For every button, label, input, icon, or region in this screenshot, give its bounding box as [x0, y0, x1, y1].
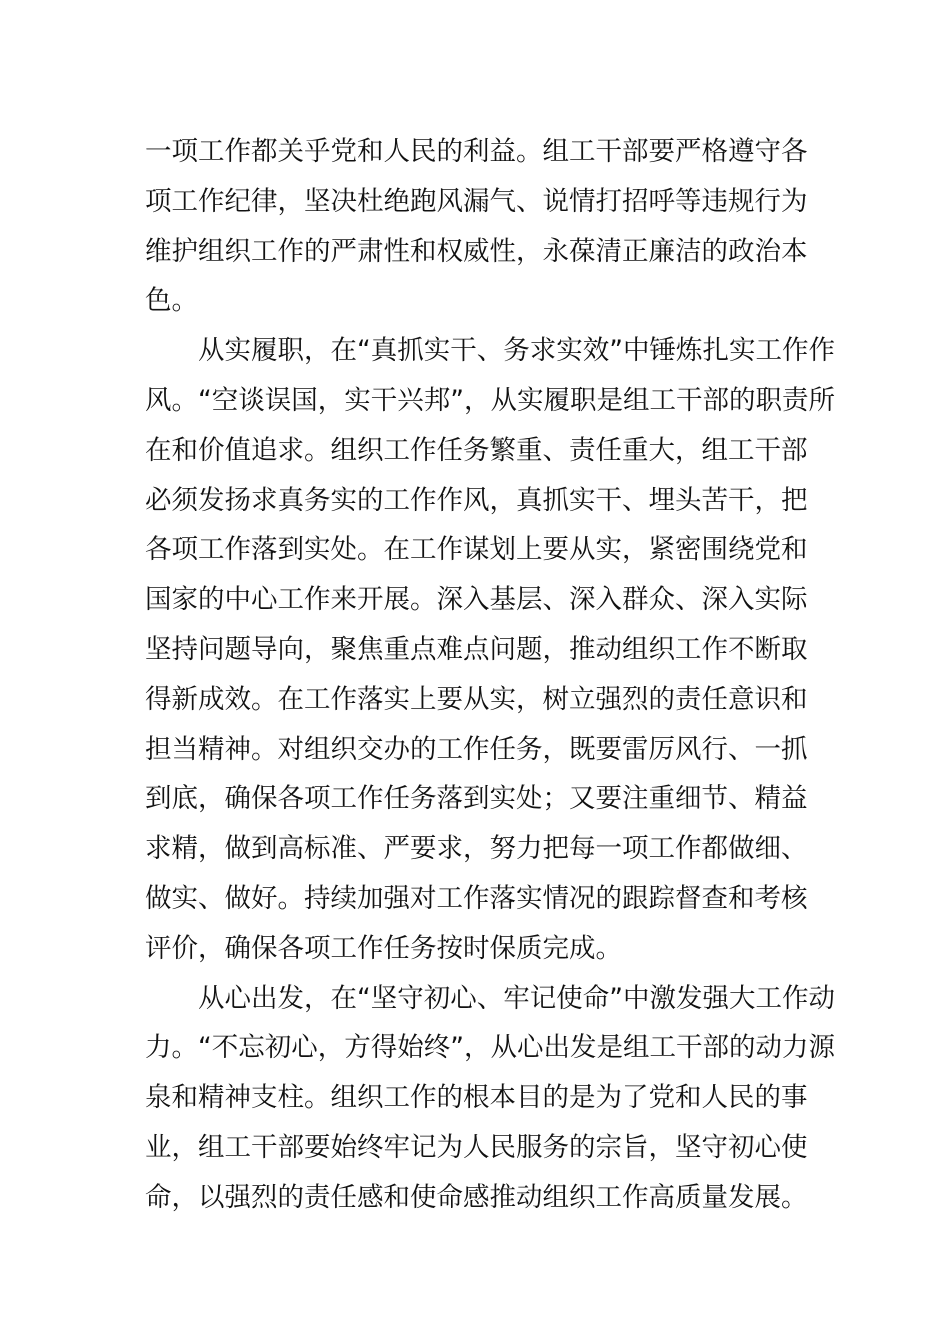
- text-line: 坚持问题导向，聚焦重点难点问题，推动组织工作不断取: [145, 633, 808, 665]
- text-line: 力。“不忘初心，方得始终”，从心出发是组工干部的动力源: [145, 1032, 835, 1064]
- text-line: 命，以强烈的责任感和使命感推动组织工作高质量发展。: [145, 1181, 808, 1213]
- text-line: 色。: [145, 285, 198, 317]
- paragraph-first-line: 从心出发，在“坚守初心、牢记使命”中激发强大工作动: [198, 982, 835, 1014]
- text-line: 求精，做到高标准、严要求，努力把每一项工作都做细、: [145, 833, 808, 865]
- text-line: 做实、做好。持续加强对工作落实情况的跟踪督查和考核: [145, 882, 808, 914]
- text-line: 维护组织工作的严肃性和权威性，永葆清正廉洁的政治本: [145, 235, 808, 267]
- paragraph-first-line: 从实履职，在“真抓实干、务求实效”中锤炼扎实工作作: [198, 335, 835, 367]
- text-line: 得新成效。在工作落实上要从实，树立强烈的责任意识和: [145, 683, 808, 715]
- text-line: 业，组工干部要始终牢记为人民服务的宗旨，坚守初心使: [145, 1131, 808, 1163]
- text-line: 到底，确保各项工作任务落到实处；又要注重细节、精益: [145, 783, 808, 815]
- text-line: 风。“空谈误国，实干兴邦”，从实履职是组工干部的职责所: [145, 384, 835, 416]
- text-line: 担当精神。对组织交办的工作任务，既要雷厉风行、一抓: [145, 733, 808, 765]
- text-line: 国家的中心工作来开展。深入基层、深入群众、深入实际: [145, 584, 808, 616]
- text-line: 各项工作落到实处。在工作谋划上要从实，紧密围绕党和: [145, 534, 808, 566]
- text-line: 在和价值追求。组织工作任务繁重、责任重大，组工干部: [145, 434, 808, 466]
- text-line: 必须发扬求真务实的工作作风，真抓实干、埋头苦干，把: [145, 484, 808, 516]
- text-line: 泉和精神支柱。组织工作的根本目的是为了党和人民的事: [145, 1082, 808, 1114]
- document-body: [145, 127, 835, 1223]
- text-line: 评价，确保各项工作任务按时保质完成。: [145, 932, 622, 964]
- text-line: 项工作纪律，坚决杜绝跑风漏气、说情打招呼等违规行为: [145, 185, 808, 217]
- text-line: 一项工作都关乎党和人民的利益。组工干部要严格遵守各: [145, 136, 808, 167]
